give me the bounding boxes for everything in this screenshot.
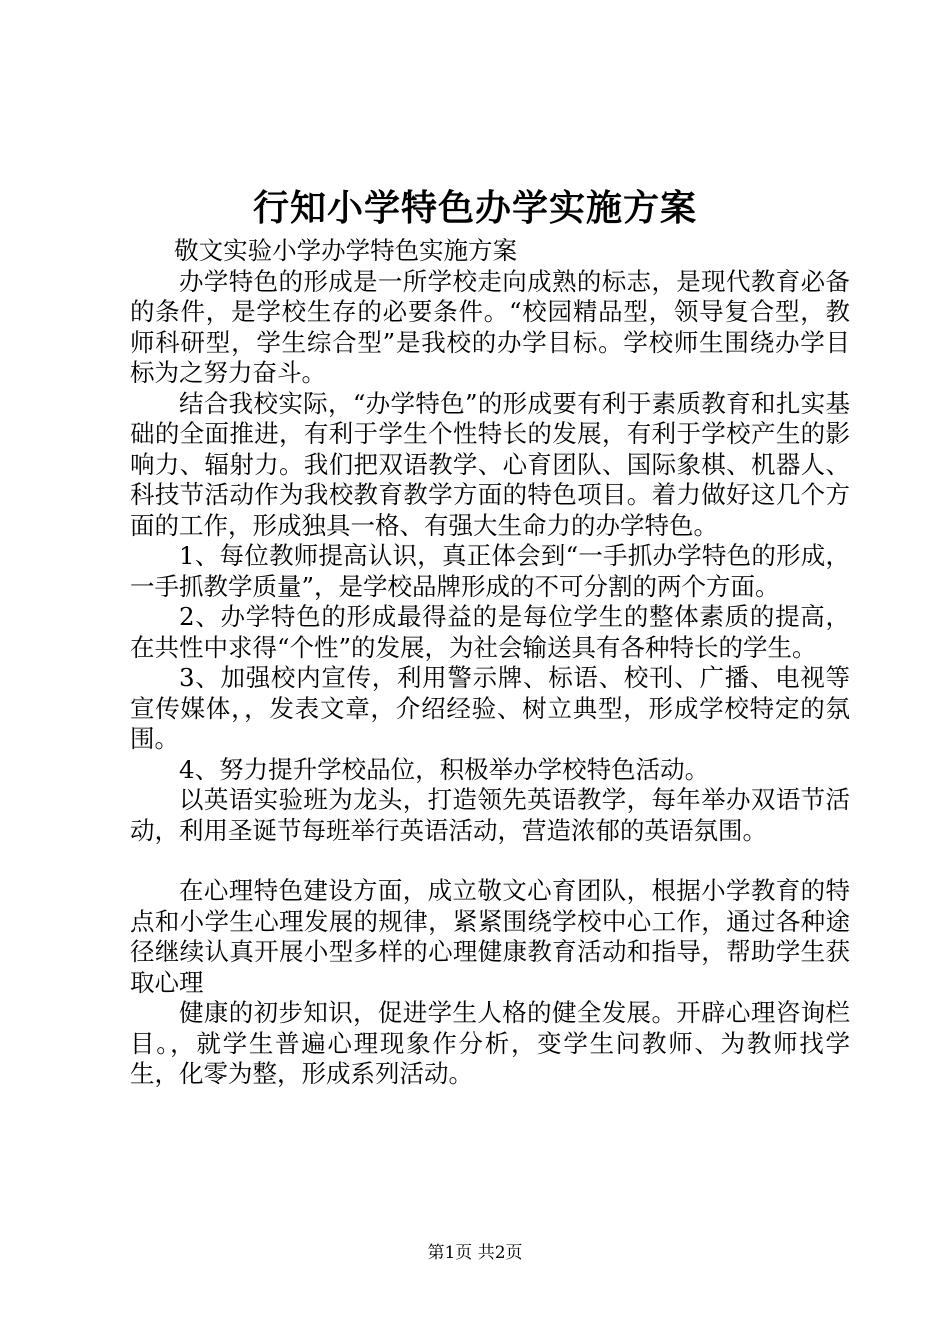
paragraph-english: 以英语实验班为龙头，打造领先英语教学，每年举办双语节活动，利用圣诞节每班举行英语活动，营造浓郁的英语氛围。 xyxy=(130,785,850,845)
paragraph-psychology: 在心理特色建设方面，成立敬文心育团队，根据小学教育的特点和小学生心理发展的规律，紧紧围绕学校中心工作，通过各种途径继续认真开展小型多样的心理健康教育活动和指导，帮助学生获取心理 xyxy=(130,876,850,997)
paragraph-practice: 结合我校实际，“办学特色”的形成要有利于素质教育和扎实基础的全面推进，有利于学生个性特长的发展，有利于学校产生的影响力、辐射力。我们把双语教学、心育团队、国际象棋、机器人、科技节活动作为我校教育教学方面的特色项目。着力做好这几个方面的工作，形成独具一格、有强大生命力的办学特色。 xyxy=(130,388,850,540)
document-title: 行知小学特色办学实施方案 xyxy=(252,187,697,229)
paragraph-item-4: 4、努力提升学校品位，积极举办学校特色活动。 xyxy=(179,754,710,784)
paragraph-item-1: 1、每位教师提高认识，真正体会到“一手抓办学特色的形成，一手抓教学质量”，是学校品牌形成的不可分割的两个方面。 xyxy=(130,541,850,601)
document-body xyxy=(130,236,850,1090)
paragraph-item-3: 3、加强校内宣传，利用警示牌、标语、校刊、广播、电视等宣传媒体，，发表文章，介绍经验、树立典型，形成学校特定的氛围。 xyxy=(130,663,850,753)
paragraph-intro: 办学特色的形成是一所学校走向成熟的标志，是现代教育必备的条件，是学校生存的必要条件。“校园精品型，领导复合型，教师科研型，学生综合型”是我校的办学目标。学校师生围绕办学目标为之努力奋斗。 xyxy=(130,266,850,387)
document-subtitle: 敬文实验小学办学特色实施方案 xyxy=(174,236,518,265)
paragraph-item-2: 2、办学特色的形成最得益的是每位学生的整体素质的提高，在共性中求得“个性”的发展，为社会输送具有各种特长的学生。 xyxy=(130,602,850,662)
paragraph-psychology-cont: 健康的初步知识，促进学生人格的健全发展。开辟心理咨询栏目。，就学生普遍心理现象作分析，变学生问教师、为教师找学生，化零为整，形成系列活动。 xyxy=(130,998,850,1088)
page-footer: 第1页 共2页 xyxy=(427,1243,523,1263)
